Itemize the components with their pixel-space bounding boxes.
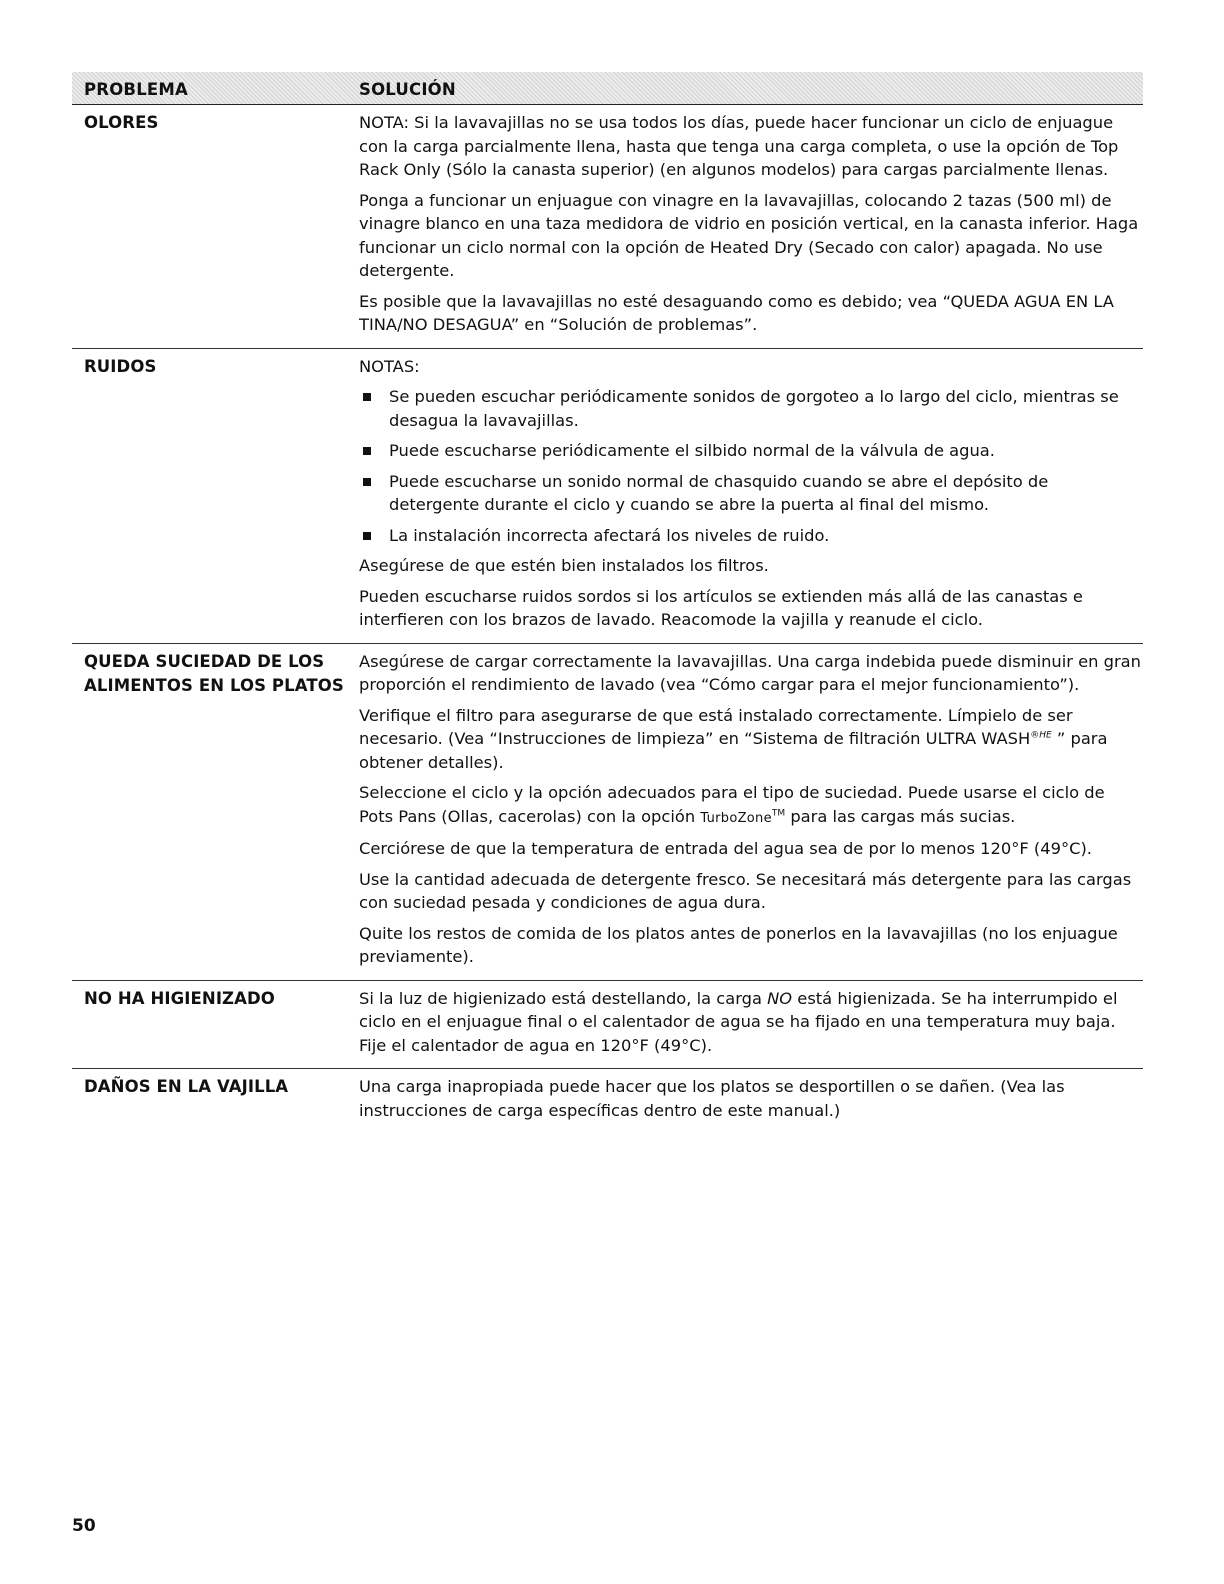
trademark-mark: TM (771, 808, 786, 819)
problem-label-line: QUEDA SUCIEDAD DE LOS (84, 651, 325, 671)
solution-paragraph: Asegúrese de que estén bien instalados los filtros. (359, 556, 769, 575)
solution-paragraph (359, 781, 1143, 830)
list-item (359, 439, 1143, 463)
header-problem: PROBLEMA (84, 80, 188, 99)
solution-paragraph: Asegúrese de cargar correctamente la lavavajillas. Una carga indebida puede disminuir en gran proporción el rendimiento de lavado (vea “Cómo cargar para el mejor funcionamiento”). (359, 651, 1141, 694)
turbozone-label: TurboZone (700, 810, 772, 826)
solution-paragraph (359, 987, 1143, 1058)
table-row-danos-vajilla (72, 1069, 1143, 1133)
problem-label (72, 650, 359, 976)
solution-cell (359, 1075, 1143, 1129)
square-bullet-icon (363, 532, 371, 540)
paragraph-text: Si la luz de higienizado está destellando, la carga (359, 988, 768, 1008)
paragraph-text: está higienizada. Se ha interrumpido el ciclo en el enjuague final o el calentador de agua se ha fijado en una temperatura muy baja. Fije el calentador de agua en 120°F (49°C). (359, 988, 1118, 1055)
solution-paragraph: Es posible que la lavavajillas no esté desaguando como es debido; vea “QUEDA AGUA EN LA TINA/NO DESAGUA” en “Solución de problemas”. (359, 291, 1114, 334)
paragraph-text: ” para obtener detalles). (359, 729, 1108, 772)
problem-label: OLORES (84, 113, 159, 132)
paragraph-text: Seleccione el ciclo y la opción adecuados para el tipo de suciedad. Puede usarse el ciclo de Pots Pans (Ollas, cacerolas) con la opción (359, 783, 1105, 826)
problem-label-line: ALIMENTOS EN LOS PLATOS (84, 675, 344, 695)
table-row-queda-suciedad (72, 644, 1143, 981)
troubleshooting-table (72, 72, 1143, 1133)
emphasis-no: NO (767, 988, 793, 1008)
list-item-text: Se pueden escuchar periódicamente sonidos de gorgoteo a lo largo del ciclo, mientras se desagua la lavavajillas. (389, 387, 1119, 430)
solution-cell (359, 987, 1143, 1065)
list-item (359, 385, 1143, 432)
solution-paragraph: Pueden escucharse ruidos sordos si los artículos se extienden más allá de las canastas e interfieren con los brazos de lavado. Reacomode la vajilla y reanude el ciclo. (359, 586, 1083, 629)
list-item-text: La instalación incorrecta afectará los niveles de ruido. (389, 525, 830, 545)
paragraph-text: Verifique el filtro para asegurarse de que está instalado correctamente. Límpielo de ser necesario. (Vea “Instrucciones de limpieza” en “Sistema de filtración ULTRA WASH (359, 705, 1073, 748)
solution-paragraph: Una carga inapropiada puede hacer que los platos se desportillen o se dañen. (Vea las instrucciones de carga específicas dentro de este manual.) (359, 1077, 1065, 1120)
table-header (72, 72, 1143, 105)
solution-paragraph (359, 704, 1143, 775)
table-row-no-higienizado (72, 981, 1143, 1070)
header-solution: SOLUCIÓN (359, 80, 456, 99)
list-item (359, 524, 1143, 548)
problem-label: DAÑOS EN LA VAJILLA (84, 1077, 289, 1096)
list-item (359, 470, 1143, 517)
square-bullet-icon (363, 447, 371, 455)
paragraph-text: para las cargas más sucias. (785, 806, 1016, 826)
square-bullet-icon (363, 478, 371, 486)
table-row-olores (72, 105, 1143, 349)
list-item-text: Puede escucharse periódicamente el silbido normal de la válvula de agua. (389, 441, 995, 460)
list-item-text: Puede escucharse un sonido normal de chasquido cuando se abre el depósito de detergente durante el ciclo y cuando se abre la puerta al final del mismo. (389, 471, 1049, 514)
square-bullet-icon (363, 393, 371, 401)
he-mark: HE (1039, 730, 1052, 741)
page-number: 50 (72, 1516, 96, 1536)
notes-list (359, 385, 1143, 547)
solution-paragraph: Use la cantidad adecuada de detergente fresco. Se necesitará más detergente para las cargas con suciedad pesada y condiciones de agua dura. (359, 869, 1132, 912)
solution-paragraph: Cerciórese de que la temperatura de entrada del agua sea de por lo menos 120°F (49°C). (359, 839, 1092, 858)
problem-label: NO HA HIGIENIZADO (84, 988, 275, 1008)
solution-paragraph: Quite los restos de comida de los platos antes de ponerlos en la lavavajillas (no los enjuague previamente). (359, 923, 1118, 966)
solution-paragraph: Ponga a funcionar un enjuague con vinagre en la lavavajillas, colocando 2 tazas (500 ml) de vinagre blanco en una taza medidora de vidrio en posición vertical, en la canasta inferior. Haga funcionar un ciclo normal con la opción de Heated Dry (Secado con calor) apagada. No use detergente. (359, 190, 1139, 280)
registered-mark: ® (1030, 730, 1040, 741)
table-row-ruidos (72, 349, 1143, 644)
solution-cell (359, 111, 1143, 344)
solution-cell (359, 650, 1143, 976)
solution-paragraph: NOTA: Si la lavavajillas no se usa todos los días, puede hacer funcionar un ciclo de enjuague con la carga parcialmente llena, hasta que tenga una carga completa, o use la opción de Top Rack Only (Sólo la canasta superior) (en algunos modelos) para cargas parcialmente llenas. (359, 113, 1119, 179)
notes-label: NOTAS: (359, 356, 420, 376)
problem-label: RUIDOS (84, 356, 157, 376)
solution-cell (359, 355, 1143, 639)
